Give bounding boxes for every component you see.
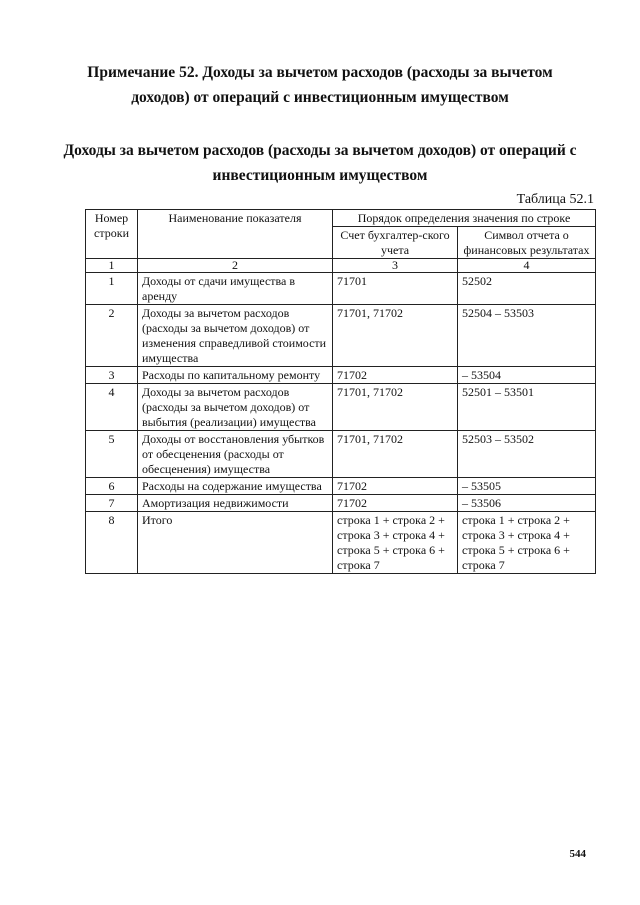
header-procedure: Порядок определения значения по строке [333, 210, 596, 227]
row-indicator: Доходы за вычетом расходов (расходы за вычетом доходов) от изменения справедливой стоимости имущества [138, 305, 333, 367]
investment-property-table [85, 209, 596, 574]
row-symbol: – 53506 [458, 495, 596, 512]
row-symbol: 52501 – 53501 [458, 384, 596, 431]
column-number: 3 [333, 259, 458, 273]
table-row [86, 384, 596, 431]
note-title: Примечание 52. Доходы за вычетом расходов (расходы за вычетом доходов) от операций с инвестиционным имуществом [87, 64, 553, 106]
row-symbol: строка 1 + строка 2 + строка 3 + строка 4 + строка 5 + строка 6 + строка 7 [458, 512, 596, 574]
row-account: 71702 [333, 478, 458, 495]
row-number: 5 [86, 431, 138, 478]
page-number: 544 [569, 848, 586, 860]
row-account: 71702 [333, 495, 458, 512]
row-symbol: 52503 – 53502 [458, 431, 596, 478]
row-indicator: Амортизация недвижимости [138, 495, 333, 512]
table-row [86, 273, 596, 305]
row-account: 71701, 71702 [333, 384, 458, 431]
row-indicator: Итого [138, 512, 333, 574]
header-row-number: Номер строки [86, 210, 138, 259]
row-number: 6 [86, 478, 138, 495]
row-account: 71701, 71702 [333, 431, 458, 478]
table-label: Таблица 52.1 [516, 192, 594, 207]
row-account: 71702 [333, 367, 458, 384]
header-account: Счет бухгалтер-ского учета [333, 227, 458, 259]
row-symbol: – 53504 [458, 367, 596, 384]
row-number: 3 [86, 367, 138, 384]
row-number: 2 [86, 305, 138, 367]
row-indicator: Расходы по капитальному ремонту [138, 367, 333, 384]
row-number: 7 [86, 495, 138, 512]
table-row [86, 367, 596, 384]
table-row [86, 305, 596, 367]
column-number: 4 [458, 259, 596, 273]
row-number: 4 [86, 384, 138, 431]
section-title: Доходы за вычетом расходов (расходы за вычетом доходов) от операций с инвестиционным имуществом [63, 142, 577, 184]
table-row [86, 495, 596, 512]
row-account: 71701 [333, 273, 458, 305]
row-indicator: Доходы за вычетом расходов (расходы за вычетом доходов) от выбытия (реализации) имущества [138, 384, 333, 431]
row-account: 71701, 71702 [333, 305, 458, 367]
row-number: 1 [86, 273, 138, 305]
row-symbol: 52502 [458, 273, 596, 305]
row-indicator: Доходы от восстановления убытков от обесценения (расходы от обесценения) имущества [138, 431, 333, 478]
row-symbol: 52504 – 53503 [458, 305, 596, 367]
row-account: строка 1 + строка 2 + строка 3 + строка 4 + строка 5 + строка 6 + строка 7 [333, 512, 458, 574]
header-report-symbol: Символ отчета о финансовых результатах [458, 227, 596, 259]
row-number: 8 [86, 512, 138, 574]
row-indicator: Расходы на содержание имущества [138, 478, 333, 495]
table-row [86, 431, 596, 478]
row-symbol: – 53505 [458, 478, 596, 495]
table-row [86, 478, 596, 495]
header-indicator-name: Наименование показателя [138, 210, 333, 259]
column-number: 1 [86, 259, 138, 273]
column-number: 2 [138, 259, 333, 273]
table-row [86, 512, 596, 574]
row-indicator: Доходы от сдачи имущества в аренду [138, 273, 333, 305]
